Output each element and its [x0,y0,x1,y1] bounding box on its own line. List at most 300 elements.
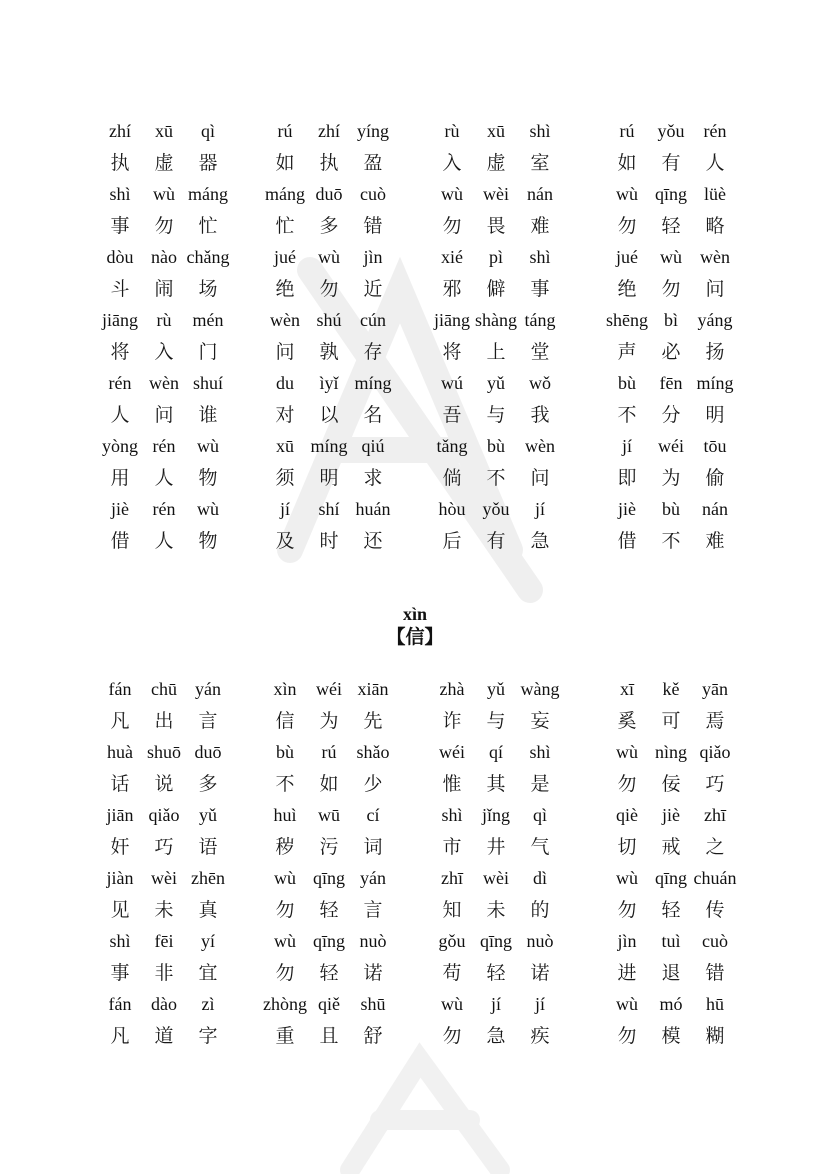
hanzi-character: 难 [705,530,725,552]
phrase-cell [98,993,263,1056]
hanzi-character: 借 [110,530,130,552]
pinyin-syllable: fēi [154,931,174,951]
phrase-cell [605,498,770,561]
hanzi-character: 场 [198,278,218,300]
hanzi-row [263,270,430,302]
pinyin-syllable: máng [188,184,228,204]
hanzi-character: 勿 [275,899,295,921]
pinyin-syllable: qīng [479,931,512,951]
phrase-cell [605,309,770,372]
phrase-cell [263,498,430,561]
pinyin-row [263,246,430,270]
section-heading [0,604,830,650]
pinyin-syllable: jìn [363,247,383,267]
hanzi-character: 污 [319,836,339,858]
pinyin-row [605,741,770,765]
pinyin-syllable: shì [109,931,131,951]
hanzi-character: 事 [530,278,550,300]
hanzi-character: 以 [319,404,339,426]
phrase-cell [98,372,263,435]
pinyin-row [98,804,263,828]
pinyin-syllable: shuō [146,742,181,762]
hanzi-row [263,522,430,554]
pinyin-syllable: du [276,373,294,393]
hanzi-row [98,333,263,365]
hanzi-character: 未 [154,899,174,921]
phrase-cell [98,804,263,867]
hanzi-character: 字 [198,1025,218,1047]
hanzi-character: 惟 [442,773,462,795]
pinyin-syllable: tǎng [436,436,468,456]
hanzi-character: 及 [275,530,295,552]
hanzi-row [98,828,263,860]
hanzi-row [263,459,430,491]
pinyin-syllable: qīng [312,931,345,951]
pinyin-row [430,930,605,954]
hanzi-character: 之 [705,836,725,858]
hanzi-character: 还 [363,530,383,552]
hanzi-character: 畏 [486,215,506,237]
pinyin-syllable: nào [151,247,177,267]
pinyin-syllable: jiè [618,499,636,519]
hanzi-character: 言 [363,899,383,921]
pinyin-row [263,993,430,1017]
hanzi-character: 巧 [705,773,725,795]
hanzi-row [430,828,605,860]
phrase-cell [605,435,770,498]
pinyin-row [605,867,770,891]
pinyin-syllable: huà [107,742,133,762]
pinyin-syllable: rén [108,373,132,393]
section-bottom [0,678,830,1056]
phrase-cell [263,435,430,498]
pinyin-row [98,930,263,954]
pinyin-row [98,867,263,891]
pinyin-syllable: dòu [106,247,134,267]
pinyin-syllable: bù [618,373,636,393]
hanzi-character: 其 [486,773,506,795]
hanzi-row [605,954,770,986]
pinyin-syllable: shú [316,310,342,330]
hanzi-character: 入 [442,152,462,174]
pinyin-row [430,867,605,891]
pinyin-syllable: yòng [102,436,138,456]
pinyin-syllable: qí [488,742,503,762]
pinyin-row [98,183,263,207]
hanzi-character: 名 [363,404,383,426]
hanzi-character: 且 [319,1025,339,1047]
pinyin-syllable: qiǎo [699,742,731,762]
hanzi-row [430,396,605,428]
pinyin-syllable: qiǎo [148,805,180,825]
phrase-cell [605,930,770,993]
hanzi-row [263,954,430,986]
hanzi-character: 时 [319,530,339,552]
hanzi-character: 井 [486,836,506,858]
pinyin-syllable: wù [616,184,638,204]
hanzi-character: 对 [275,404,295,426]
hanzi-character: 轻 [661,215,681,237]
pinyin-syllable: huì [273,805,297,825]
hanzi-character: 未 [486,899,506,921]
hanzi-character: 出 [154,710,174,732]
pinyin-syllable: bù [662,499,680,519]
pinyin-syllable: míng [310,436,348,456]
pinyin-row [605,498,770,522]
hanzi-character: 必 [661,341,681,363]
section-top [0,120,830,561]
hanzi-row [98,702,263,734]
pinyin-syllable: jìn [617,931,637,951]
hanzi-character: 诺 [530,962,550,984]
pinyin-row [263,435,430,459]
hanzi-character: 重 [275,1025,295,1047]
pinyin-row [98,120,263,144]
hanzi-character: 问 [275,341,295,363]
hanzi-character: 借 [617,530,637,552]
pinyin-syllable: chuán [693,868,737,888]
hanzi-character: 近 [363,278,383,300]
hanzi-character: 忙 [198,215,218,237]
hanzi-character: 人 [154,530,174,552]
pinyin-syllable: wù [153,184,175,204]
pinyin-syllable: yí [200,931,215,951]
hanzi-character: 巧 [154,836,174,858]
pinyin-syllable: rén [152,499,176,519]
hanzi-character: 门 [198,341,218,363]
phrase-cell [263,309,430,372]
pinyin-syllable: shì [109,184,131,204]
pinyin-syllable: jí [621,436,632,456]
hanzi-character: 气 [530,836,550,858]
hanzi-character: 戒 [661,836,681,858]
pinyin-syllable: wù [318,247,340,267]
pinyin-syllable: qīng [312,868,345,888]
hanzi-character: 知 [442,899,462,921]
hanzi-character: 宜 [198,962,218,984]
hanzi-character: 邪 [442,278,462,300]
pinyin-syllable: cí [366,805,380,825]
hanzi-row [605,828,770,860]
pinyin-syllable: zhí [318,121,340,141]
pinyin-syllable: wǒ [529,373,551,393]
hanzi-character: 进 [617,962,637,984]
hanzi-row [605,144,770,176]
hanzi-character: 勿 [617,773,637,795]
hanzi-character: 与 [486,710,506,732]
hanzi-character: 传 [705,899,725,921]
hanzi-row [263,702,430,734]
phrase-cell [430,120,605,183]
pinyin-syllable: rú [277,121,293,141]
hanzi-character: 退 [661,962,681,984]
hanzi-character: 后 [442,530,462,552]
hanzi-character: 勿 [442,215,462,237]
hanzi-character: 明 [705,404,725,426]
hanzi-character: 堂 [530,341,550,363]
hanzi-character: 有 [661,152,681,174]
pinyin-row [98,498,263,522]
hanzi-character: 凡 [110,1025,130,1047]
hanzi-row [98,954,263,986]
hanzi-row [430,1017,605,1049]
pinyin-syllable: dì [532,868,547,888]
pinyin-row [263,804,430,828]
pinyin-row [605,993,770,1017]
hanzi-character: 存 [363,341,383,363]
pinyin-syllable: wù [616,994,638,1014]
pinyin-syllable: rù [444,121,460,141]
pinyin-syllable: qì [200,121,215,141]
phrase-cell [263,246,430,309]
pinyin-syllable: wèn [700,247,730,267]
hanzi-character: 道 [154,1025,174,1047]
hanzi-character: 执 [110,152,130,174]
phrase-cell [430,309,605,372]
hanzi-character: 人 [154,467,174,489]
pinyin-syllable: jiāng [102,310,138,330]
phrase-cell [263,678,430,741]
hanzi-character: 事 [110,962,130,984]
pinyin-syllable: yáng [697,310,733,330]
phrase-cell [605,372,770,435]
hanzi-row [430,459,605,491]
pinyin-syllable: jí [279,499,290,519]
phrase-cell [98,309,263,372]
pinyin-syllable: wèn [270,310,300,330]
hanzi-row [430,891,605,923]
phrase-cell [605,867,770,930]
hanzi-character: 分 [661,404,681,426]
pinyin-syllable: táng [524,310,556,330]
pinyin-syllable: jiè [111,499,129,519]
hanzi-character: 切 [617,836,637,858]
hanzi-character: 苟 [442,962,462,984]
hanzi-character: 绝 [275,278,295,300]
hanzi-row [98,1017,263,1049]
hanzi-character: 说 [154,773,174,795]
pinyin-syllable: zì [201,994,215,1014]
hanzi-character: 勿 [617,1025,637,1047]
hanzi-character: 真 [198,899,218,921]
hanzi-row [263,765,430,797]
pinyin-syllable: wù [441,994,463,1014]
pinyin-row [98,993,263,1017]
hanzi-character: 妄 [530,710,550,732]
pinyin-syllable: lüè [704,184,726,204]
hanzi-character: 略 [705,215,725,237]
hanzi-row [605,333,770,365]
pinyin-row [430,309,605,333]
pinyin-syllable: shàng [475,310,517,330]
hanzi-row [263,828,430,860]
pinyin-syllable: bù [487,436,505,456]
pinyin-syllable: míng [354,373,392,393]
hanzi-character: 明 [319,467,339,489]
pinyin-syllable: nán [702,499,728,519]
pinyin-syllable: xū [487,121,505,141]
hanzi-character: 孰 [319,341,339,363]
phrase-cell [263,120,430,183]
pinyin-syllable: shì [441,805,463,825]
phrase-cell [98,930,263,993]
pinyin-syllable: pì [488,247,503,267]
pinyin-syllable: jiāng [434,310,470,330]
hanzi-row [263,1017,430,1049]
pinyin-syllable: wèi [483,184,509,204]
pinyin-syllable: wù [274,931,296,951]
pinyin-syllable: wèn [525,436,555,456]
pinyin-syllable: jiàn [106,868,134,888]
hanzi-character: 声 [617,341,637,363]
hanzi-character: 即 [617,467,637,489]
pinyin-syllable: nuò [359,931,387,951]
pinyin-row [263,867,430,891]
pinyin-syllable: xié [441,247,463,267]
hanzi-character: 见 [110,899,130,921]
hanzi-character: 须 [275,467,295,489]
pinyin-syllable: nán [527,184,553,204]
hanzi-character: 如 [617,152,637,174]
pinyin-syllable: máng [265,184,305,204]
pinyin-syllable: wù [274,868,296,888]
phrase-cell [98,867,263,930]
pinyin-syllable: zhòng [263,994,307,1014]
pinyin-syllable: bù [276,742,294,762]
pinyin-syllable: wù [197,436,219,456]
pinyin-syllable: zhī [441,868,463,888]
pinyin-syllable: shuí [192,373,223,393]
pinyin-syllable: tōu [703,436,727,456]
phrase-cell [263,867,430,930]
hanzi-character: 焉 [705,710,725,732]
hanzi-character: 言 [198,710,218,732]
phrase-cell [98,498,263,561]
pinyin-syllable: chǎng [186,247,230,267]
pinyin-syllable: zhī [704,805,726,825]
pinyin-syllable: wèi [151,868,177,888]
hanzi-character: 勿 [275,962,295,984]
pinyin-syllable: jǐng [481,805,510,825]
phrase-cell [430,930,605,993]
hanzi-character: 忙 [275,215,295,237]
pinyin-row [430,741,605,765]
hanzi-character: 轻 [486,962,506,984]
pinyin-row [605,246,770,270]
pinyin-syllable: shì [529,742,551,762]
pinyin-syllable: jí [534,499,545,519]
pinyin-syllable: xī [619,679,634,699]
pinyin-syllable: nuò [526,931,554,951]
pinyin-syllable: fán [108,994,132,1014]
pinyin-row [98,309,263,333]
pinyin-syllable: wéi [658,436,684,456]
pinyin-row [430,678,605,702]
hanzi-character: 虚 [154,152,174,174]
hanzi-character: 凡 [110,710,130,732]
pinyin-row [430,804,605,828]
hanzi-character: 问 [154,404,174,426]
hanzi-character: 不 [617,404,637,426]
hanzi-row [430,702,605,734]
pinyin-syllable: yán [360,868,386,888]
pinyin-syllable: chū [151,679,177,699]
pinyin-syllable: qiè [616,805,638,825]
hanzi-character: 奚 [617,710,637,732]
hanzi-character: 不 [275,773,295,795]
hanzi-character: 问 [705,278,725,300]
pinyin-syllable: duō [194,742,222,762]
pinyin-row [605,372,770,396]
hanzi-row [605,522,770,554]
pinyin-row [605,183,770,207]
pinyin-row [98,372,263,396]
phrase-cell [605,678,770,741]
hanzi-character: 上 [486,341,506,363]
hanzi-character: 虚 [486,152,506,174]
pinyin-syllable: yǔ [487,679,505,699]
hanzi-character: 是 [530,773,550,795]
phrase-cell [263,804,430,867]
pinyin-row [430,246,605,270]
hanzi-character: 室 [530,152,550,174]
pinyin-syllable: fēn [659,373,683,393]
phrase-cell [98,246,263,309]
hanzi-row [605,270,770,302]
phrase-cell [430,372,605,435]
pinyin-syllable: wù [616,868,638,888]
pinyin-row [98,741,263,765]
phrase-cell [430,867,605,930]
pinyin-row [430,120,605,144]
hanzi-character: 的 [530,899,550,921]
pinyin-syllable: wèi [483,868,509,888]
hanzi-character: 轻 [319,962,339,984]
pinyin-syllable: wù [197,499,219,519]
hanzi-character: 模 [661,1025,681,1047]
hanzi-character: 斗 [110,278,130,300]
pinyin-syllable: qì [532,805,547,825]
pinyin-syllable: zhí [109,121,131,141]
pinyin-syllable: xiān [357,679,389,699]
hanzi-character: 物 [198,530,218,552]
pinyin-syllable: míng [696,373,734,393]
pinyin-syllable: rén [152,436,176,456]
hanzi-character: 如 [275,152,295,174]
hanzi-row [430,954,605,986]
hanzi-character: 佞 [661,773,681,795]
pinyin-row [263,498,430,522]
pinyin-row [605,120,770,144]
hanzi-character: 难 [530,215,550,237]
hanzi-character: 与 [486,404,506,426]
pinyin-syllable: wàng [520,679,560,699]
hanzi-character: 吾 [442,404,462,426]
hanzi-row [605,1017,770,1049]
hanzi-character: 谁 [198,404,218,426]
pinyin-syllable: shì [529,247,551,267]
hanzi-character: 偷 [705,467,725,489]
pinyin-syllable: rù [156,310,172,330]
pinyin-syllable: hòu [438,499,466,519]
phrase-cell [263,930,430,993]
phrase-cell [430,498,605,561]
pinyin-syllable: zhà [439,679,465,699]
pinyin-syllable: qīng [654,184,687,204]
hanzi-character: 入 [154,341,174,363]
hanzi-character: 求 [363,467,383,489]
hanzi-character: 舒 [363,1025,383,1047]
